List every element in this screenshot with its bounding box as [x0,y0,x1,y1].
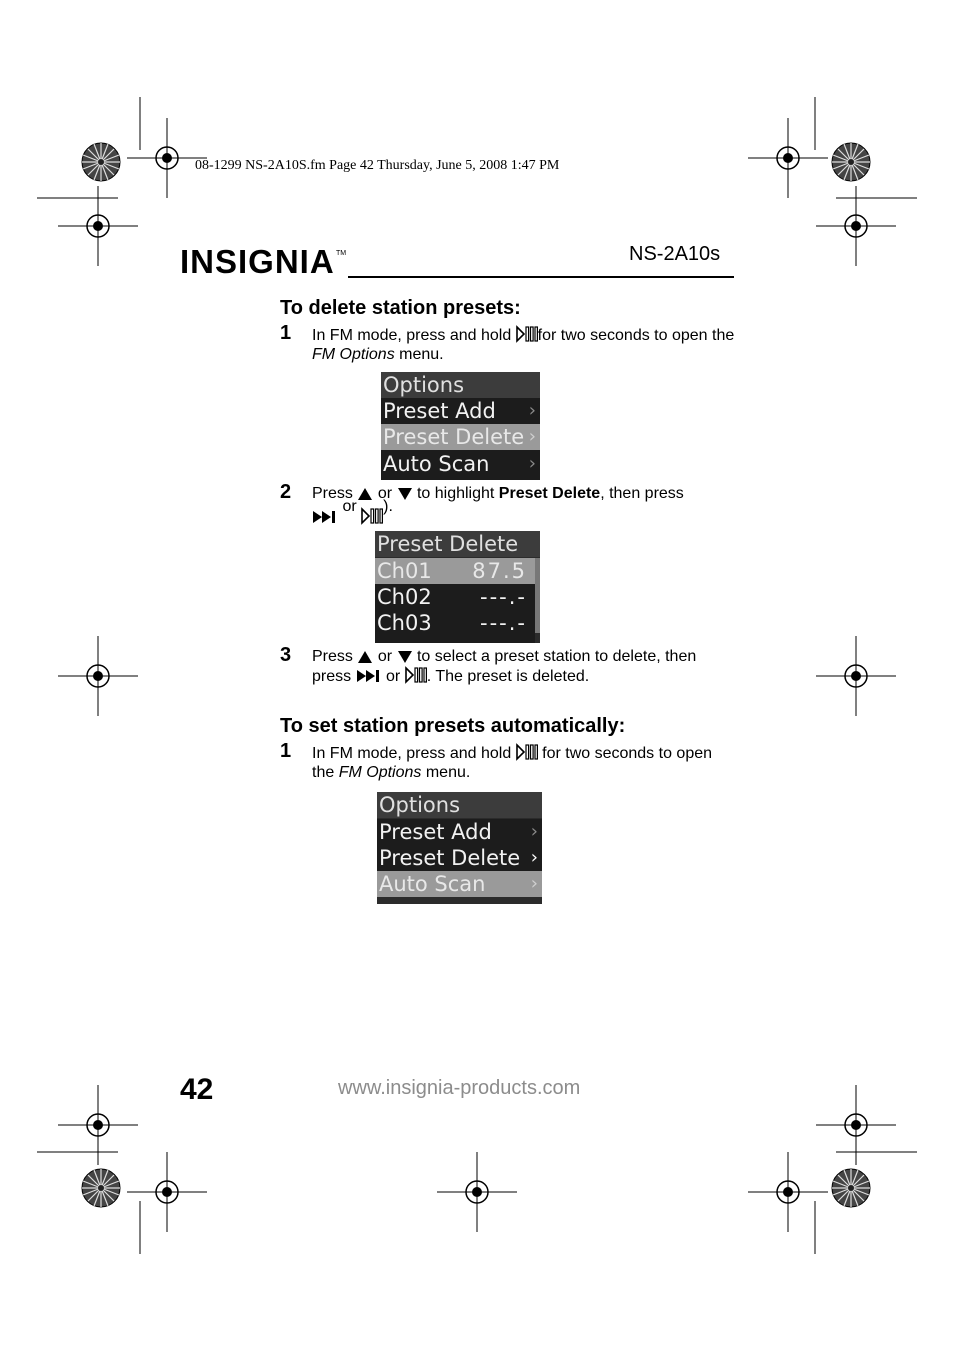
chevron-right-icon: › [528,400,536,421]
menu-item-highlighted: Preset Delete › [381,424,540,450]
menu-item-highlighted: Auto Scan › [377,871,542,897]
section-title-delete-presets: To delete station presets: [280,297,521,319]
step-number: 1 [280,740,292,762]
down-arrow-icon [397,650,413,664]
down-arrow-icon [397,487,413,501]
step-text: In FM mode, press and hold for two seconds to open the FM Options menu. [312,745,713,781]
chevron-right-icon: › [530,821,538,842]
print-file-header: 08-1299 NS-2A10S.fm Page 42 Thursday, June 5, 2008 1:47 PM [195,158,560,173]
chevron-right-icon: › [530,847,538,868]
scrollbar [535,558,540,633]
menu-item: Preset Add › [377,819,542,845]
next-track-icon [312,509,338,525]
preset-delete-screen [375,531,540,643]
step-number: 1 [280,322,292,344]
svg-text:TM: TM [336,250,347,257]
chevron-right-icon: › [528,426,536,447]
play-pause-icon [405,666,427,684]
next-track-icon [356,668,382,684]
screen-header: Options [381,372,540,398]
play-pause-icon [516,325,538,343]
step-number: 3 [280,644,292,666]
screen-header: Preset Delete [375,531,540,557]
insignia-logo [180,238,345,282]
play-pause-icon [516,743,538,761]
menu-item: Auto Scan › [381,450,540,480]
website-url: www.insignia-products.com [338,1077,581,1099]
menu-item: Preset Add › [381,398,540,424]
up-arrow-icon [357,650,373,664]
up-arrow-icon [357,487,373,501]
menu-item: Preset Delete › [377,845,542,871]
options-menu-screen-autoscan [377,792,542,904]
svg-text:INSIGNIA: INSIGNIA [180,243,335,280]
options-menu-screen [381,372,540,480]
preset-row: Ch03 ---.- [375,610,535,643]
chevron-right-icon: › [530,873,538,894]
step-number: 2 [280,481,292,503]
header-rule [348,276,734,278]
preset-row: Ch02 ---.- [375,584,535,610]
screen-header: Options [377,792,542,818]
chevron-right-icon: › [528,453,536,474]
step-text: In FM mode, press and hold for two seconds to open the FM Options menu. [312,327,735,363]
step-text: Press or to highlight Preset Delete, then press or ). [312,484,737,525]
section-title-auto-presets: To set station presets automatically: [280,715,626,737]
preset-row-highlighted: Ch01 87.5 [375,558,535,584]
step-text: Press or to select a preset station to delete, then press or . The preset is deleted. [312,648,697,685]
play-pause-icon [361,507,383,525]
model-number: NS-2A10s [629,243,721,265]
page-number: 42 [180,1073,214,1106]
